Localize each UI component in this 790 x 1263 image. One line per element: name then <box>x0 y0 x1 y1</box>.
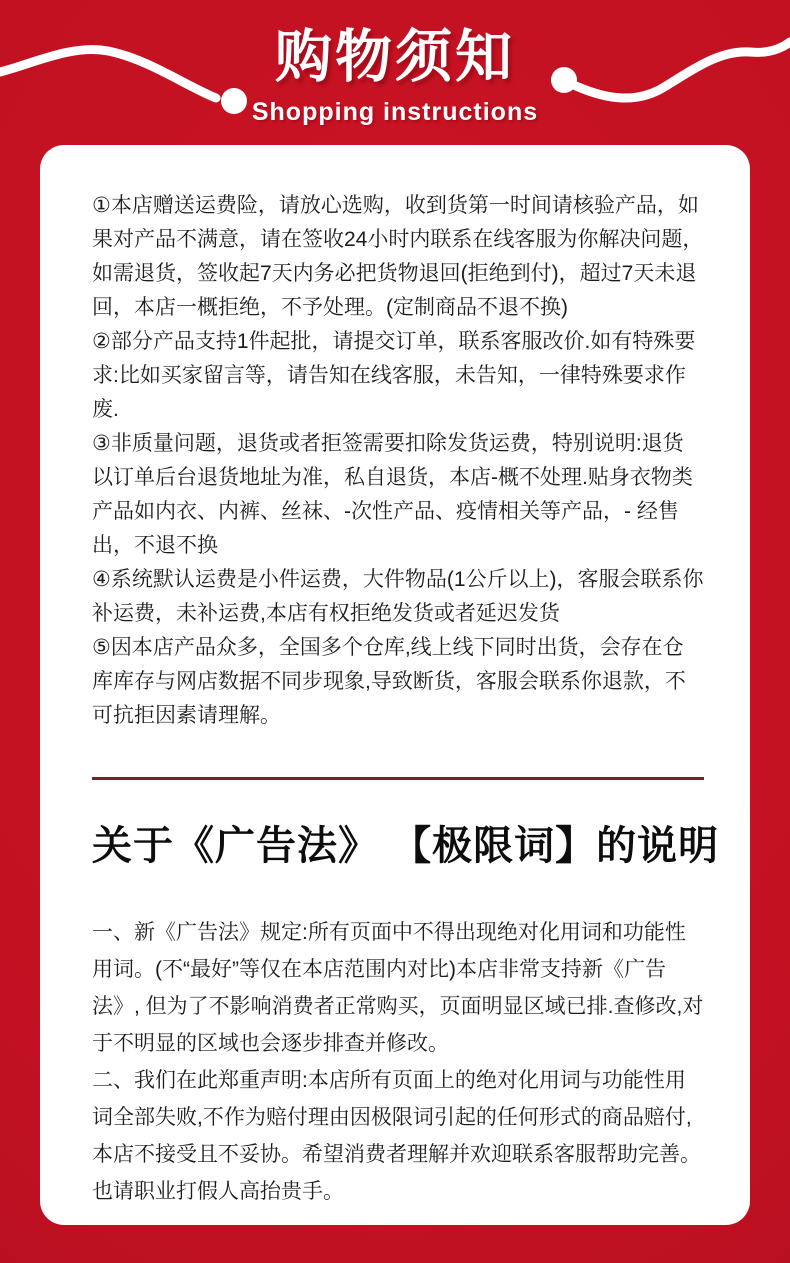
notice-paragraph-4: ④系统默认运费是小件运费，大件物品(1公斤以上)，客服会联系你补运费，未补运费,本店有权拒绝发货或者延迟发货 <box>92 568 704 625</box>
notice-paragraph-3: ③非质量问题，退货或者拒签需要扣除发货运费，特别说明:退货以订单后台退货地址为准，私自退货，本店-概不处理.贴身衣物类产品如内衣、内裤、丝袜、-次性产品、疫情相关等产品，- 经售出，不退不换 <box>92 432 693 557</box>
adlaw-paragraph-1: 一、新《广告法》规定:所有页面中不得出现绝对化用词和功能性用词。(不“最好”等仅在本店范围内对比)本店非常支持新《广告法》, 但为了不影响消费者正常购买，页面明显区域已排.查修改,对于不明显的区域也会逐步排查并修改。 <box>92 921 704 1055</box>
section-divider <box>92 777 704 780</box>
notice-paragraph-1: ①本店赠送运费险，请放心选购，收到货第一时间请核验产品，如果对产品不满意，请在签收24小时内联系在线客服为你解决问题，如需退货，签收起7天内务必把货物退回(拒绝到付)，超过7天未退回，本店一概拒绝，不予处理。(定制商品不退不换) <box>92 194 704 319</box>
adlaw-section <box>92 914 704 1210</box>
page-subtitle: Shopping instructions <box>251 98 539 126</box>
header-banner <box>0 0 790 145</box>
notice-paragraph-2: ②部分产品支持1件起批，请提交订单，联系客服改价.如有特殊要求:比如买家留言等，请告知在线客服，未告知，一律特殊要求作废. <box>92 330 696 421</box>
page-title: 购物须知 <box>275 25 515 89</box>
adlaw-paragraph-2: 二、我们在此郑重声明:本店所有页面上的绝对化用词与功能性用词全部失败,不作为赔付理由因极限词引起的任何形式的商品赔付,本店不接受且不妥协。希望消费者理解并欢迎联系客服帮助完善。也请职业打假人高抬贵手。 <box>92 1069 701 1203</box>
adlaw-heading: 关于《广告法》 【极限词】的说明 <box>92 824 720 868</box>
notice-card <box>40 145 750 1225</box>
shopping-notice-section <box>92 189 704 733</box>
notice-paragraph-5: ⑤因本店产品众多，全国多个仓库,线上线下同时出货，会存在仓库库存与网店数据不同步现象,导致断货，客服会联系你退款，不可抗拒因素请理解。 <box>92 636 686 727</box>
